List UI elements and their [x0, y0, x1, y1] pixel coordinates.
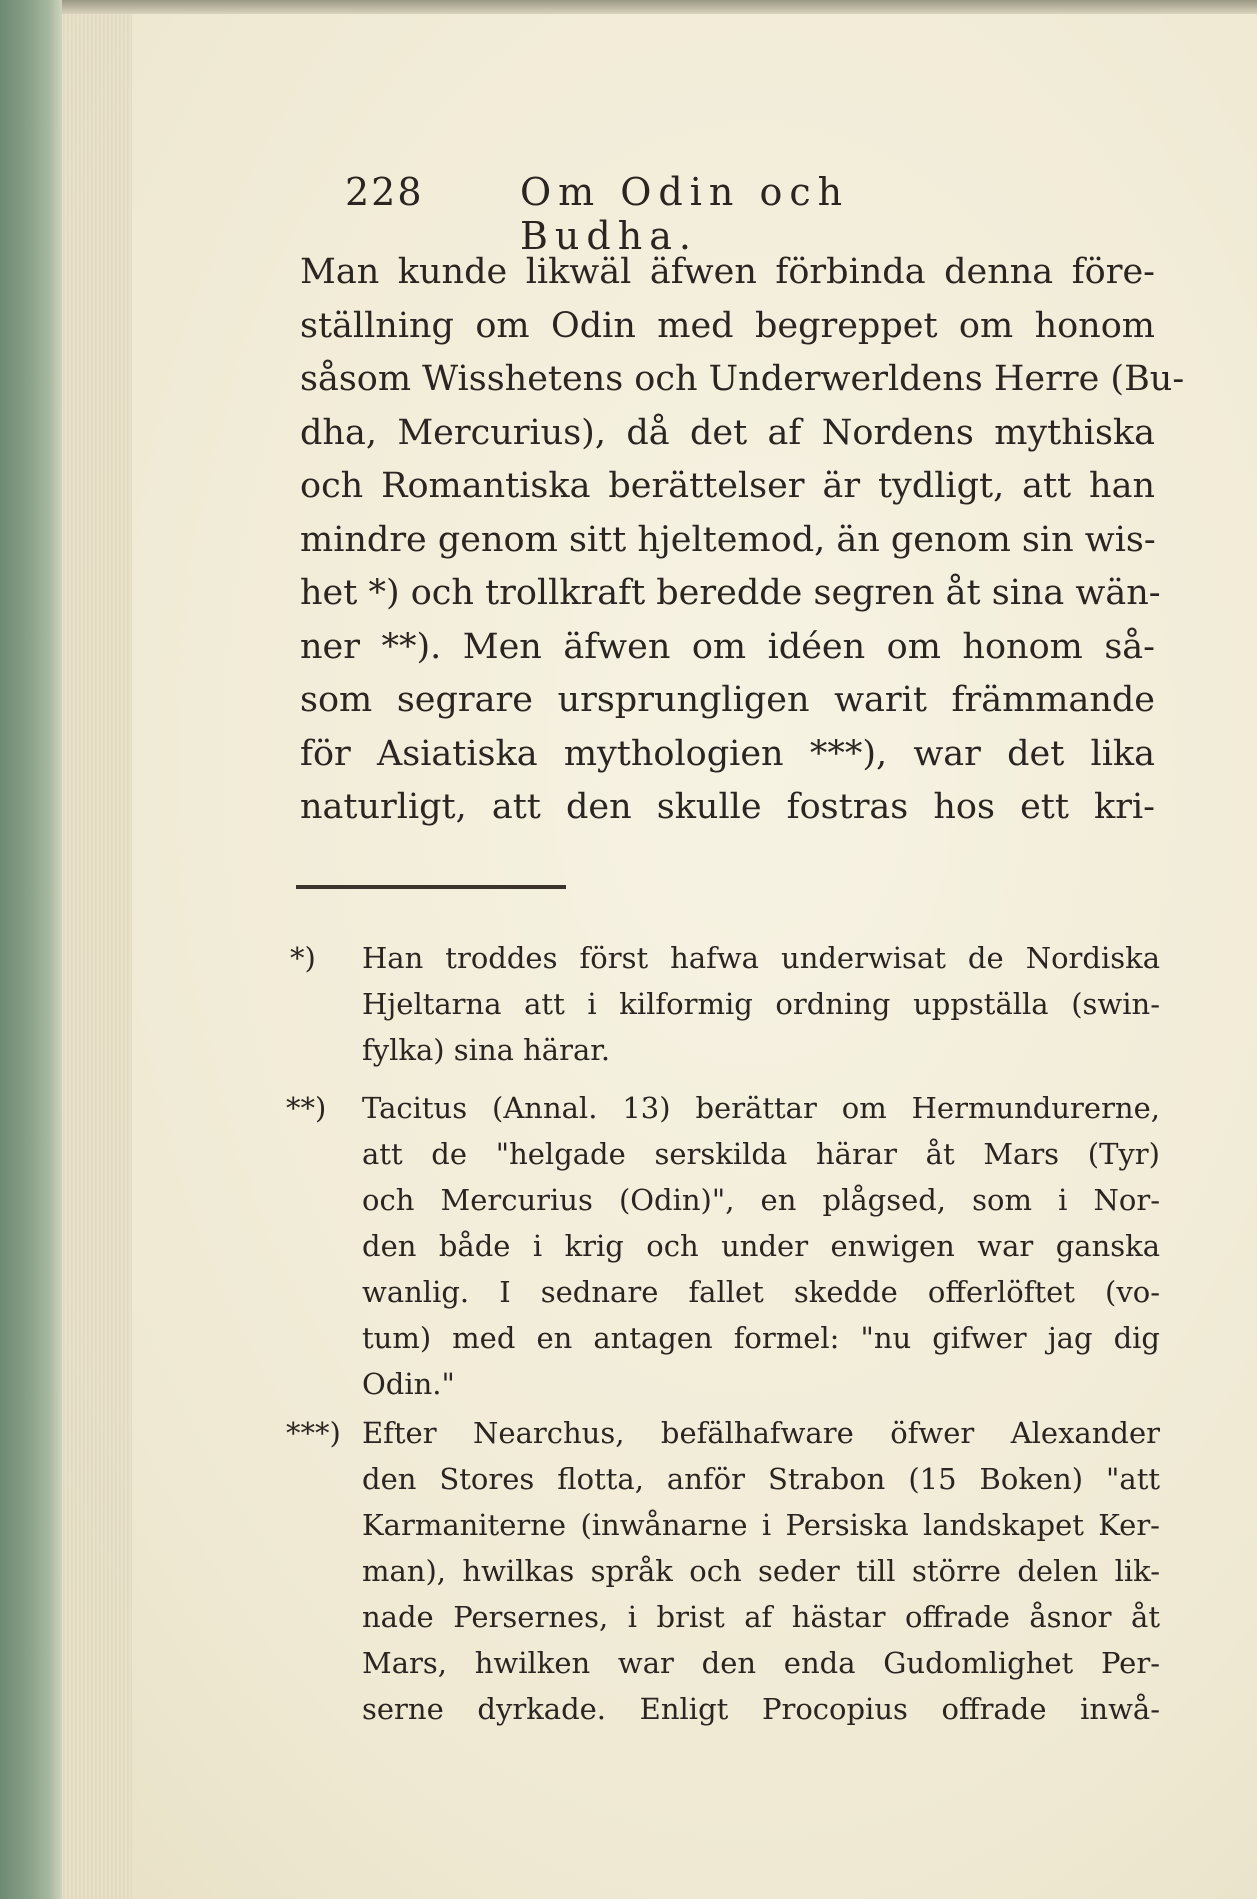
footnote-marker: **)	[286, 1091, 327, 1125]
text-line: het *) och trollkraft beredde segren åt sina wän-	[300, 573, 1161, 613]
footnote-line: man), hwilkas språk och seder till större delen lik-	[362, 1554, 1160, 1588]
footnote-rule	[296, 885, 566, 889]
footnote-line: Tacitus (Annal. 13) berättar om Hermundurerne,	[362, 1091, 1160, 1125]
footnote-line: Karmaniterne (inwånarne i Persiska landskapet Ker-	[362, 1508, 1160, 1542]
text-line: för Asiatiska mythologien ***), war det lika	[300, 733, 1155, 774]
footnote-line: Efter Nearchus, befälhafware öfwer Alexander	[362, 1416, 1160, 1450]
text-line: dha, Mercurius), då det af Nordens mythiska	[300, 412, 1155, 453]
text-line: såsom Wisshetens och Underwerldens Herre (Bu-	[300, 359, 1185, 399]
footnote-marker: ***)	[286, 1416, 341, 1450]
footnote-line: och Mercurius (Odin)", en plågsed, som i Nor-	[362, 1183, 1160, 1217]
footnote-line: Odin."	[362, 1367, 455, 1401]
footnote-line: att de "helgade serskilda härar åt Mars (Tyr)	[362, 1137, 1160, 1171]
footnote-line: Mars, hwilken war den enda Gudomlighet Per-	[362, 1646, 1160, 1680]
text-line: ställning om Odin med begreppet om honom	[300, 305, 1155, 346]
footnote	[290, 935, 1160, 1073]
footnote-line: Han troddes först hafwa underwisat de Nordiska	[362, 941, 1160, 975]
page-header	[345, 170, 1045, 258]
page-number: 228	[345, 170, 424, 214]
page-edge	[0, 0, 62, 1899]
footnote-line: Hjeltarna att i kilformig ordning uppställa (swin-	[362, 987, 1160, 1021]
footnote-marker: *)	[290, 941, 316, 975]
footnote-line: den Stores flotta, anför Strabon (15 Boken) "att	[362, 1462, 1160, 1496]
page-leaves	[62, 0, 132, 1899]
footnote-line: fylka) sina härar.	[362, 1033, 611, 1067]
footnote	[286, 1410, 1160, 1732]
running-title: Om Odin och Budha.	[520, 170, 850, 258]
footnote-line: nade Persernes, i brist af hästar offrade åsnor åt	[362, 1600, 1160, 1634]
text-line: naturligt, att den skulle fostras hos ett kri-	[300, 787, 1155, 827]
text-line: ner **). Men äfwen om idéen om honom så-	[300, 626, 1155, 667]
text-line: och Romantiska berättelser är tydligt, att han	[300, 466, 1155, 506]
footnote-line: tum) med en antagen formel: "nu gifwer jag dig	[362, 1321, 1160, 1355]
footnote-line: serne dyrkade. Enligt Procopius offrade inwå-	[362, 1692, 1160, 1726]
top-shadow	[62, 0, 1257, 14]
text-line: mindre genom sitt hjeltemod, än genom sin wis-	[300, 519, 1156, 560]
footnote-line: wanlig. I sednare fallet skedde offerlöftet (vo-	[362, 1275, 1160, 1309]
main-text	[300, 246, 1185, 835]
footnote-line: den både i krig och under enwigen war ganska	[362, 1229, 1160, 1263]
footnote	[286, 1085, 1160, 1407]
text-line: som segrare ursprungligen warit främmande	[300, 680, 1155, 720]
text-line: Man kunde likwäl äfwen förbinda denna före-	[300, 252, 1155, 292]
